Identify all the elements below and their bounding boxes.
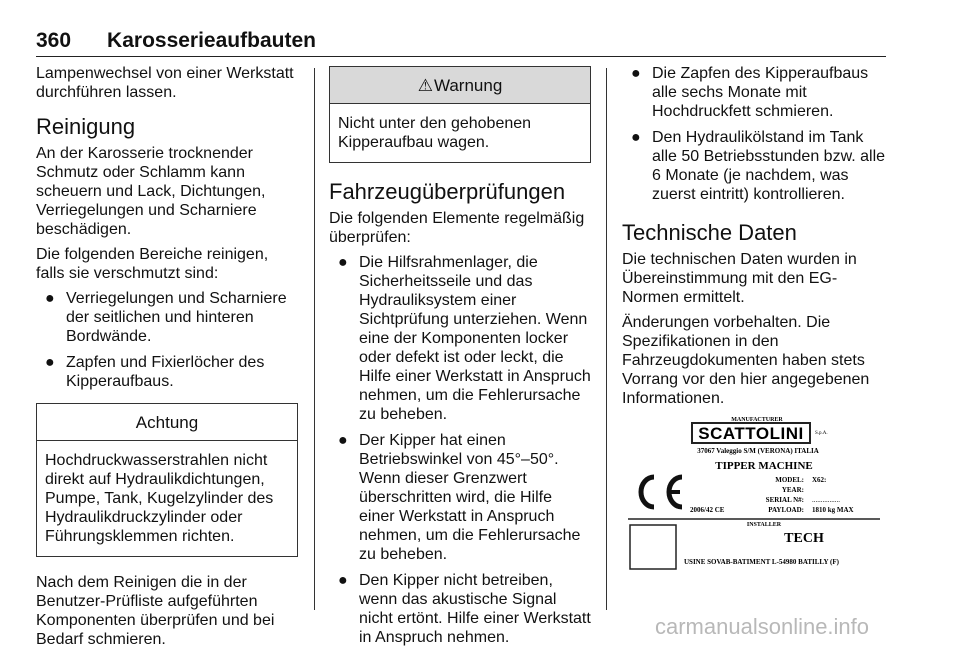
plate-directive: 2006/42 CE [690,506,725,514]
plate-payload-value: 1810 kg MAX [812,506,854,514]
manufacturer-plate-image [624,414,888,580]
section-heading-technische-daten: Technische Daten [622,220,797,245]
paragraph: Die technischen Daten wurden in Übereinstimmung mit den EG-Normen ermittelt. [622,251,857,306]
column-divider-1 [314,68,315,610]
list-item: ● Den Hydraulikölstand im Tank alle 50 Betriebsstunden bzw. alle 6 Monate (je nachdem, was zuerst eintritt) kontrollieren. [631,129,886,203]
bullet-icon: ● [45,290,55,307]
plate-serial-label: SERIAL N#: [765,496,804,504]
watermark: carmanualsonline.info [655,614,870,639]
paragraph: Die folgenden Bereiche reinigen, falls sie verschmutzt sind: [36,246,269,282]
column-2 [329,64,591,654]
plate-payload-label: PAYLOAD: [768,506,804,514]
plate-model-value: X62: [812,476,827,484]
column-1 [36,64,298,655]
column-3 [622,64,888,414]
plate-year-label: YEAR: [781,486,804,494]
bullet-icon: ● [631,65,641,82]
warning-icon: ⚠ [417,75,433,95]
plate-svg [624,414,888,580]
plate-serial-value: ................ [812,496,840,504]
column-divider-2 [606,68,607,610]
bullet-icon: ● [45,354,55,371]
plate-installer-value: TECH [784,531,824,546]
plate-installer-label: INSTALLER [746,522,782,528]
page-number: 360 [36,29,72,52]
plate-machine: TIPPER MACHINE [715,460,813,472]
plate-stamp-box [630,525,676,569]
section-heading-fahrzeugueberpruefungen: Fahrzeugüberprüfungen [329,179,566,204]
plate-manufacturer-label: MANUFACTURER [731,417,783,423]
list-item: ● Den Kipper nicht betreiben, wenn das akustische Signal nicht ertönt. Hilfe einer Werkstatt in Anspruch nehmen. [338,572,591,646]
bullet-icon: ● [631,129,641,146]
chapter-title: Karosserieaufbauten [107,29,316,52]
paragraph: Nach dem Reinigen die in der Benutzer-Prüfliste aufgeführten Komponenten überprüfen und bei Bedarf schmieren. [36,574,275,648]
warning-box [329,66,591,163]
bullet-icon: ● [338,432,348,449]
plate-brand-side: S.p.A. [815,431,828,436]
paragraph: An der Karosserie trocknender Schmutz oder Schlamm kann scheuern und Lack, Dichtungen, Verriegelungen und Scharniere beschädigen. [36,145,266,238]
plate-address: 37067 Valeggio S/M (VERONA) ITALIA [697,447,819,455]
plate-model-label: MODEL: [775,476,804,484]
bullet-list [36,289,298,391]
paragraph: Die folgenden Elemente regelmäßig überprüfen: [329,210,585,246]
list-item: ● Die Hilfsrahmenlager, die Sicherheitsseile und das Hydrauliksystem einer Sichtprüfung unterziehen. Wenn eine der Komponenten locker oder defekt ist oder leckt, die Hilfe einer Werkstatt in Anspruch nehmen, um die Fehlerursache zu beheben. [338,254,591,423]
bullet-list [622,64,888,204]
list-item: ● Verriegelungen und Scharniere der seitlichen und hinteren Bordwände. [45,290,287,345]
intro-paragraph: Lampenwechsel von einer Werkstatt durchführen lassen. [36,65,294,101]
caution-text: Hochdruckwasserstrahlen nicht direkt auf Hydraulikdichtungen, Pumpe, Tank, Kugelzylinder des Hydraulikdruckzylinder oder Führungsklemmen richten. [45,452,274,545]
section-heading-reinigung: Reinigung [36,114,136,139]
warning-title: Warnung [433,75,503,95]
bullet-list [329,253,591,647]
bullet-icon: ● [338,254,348,271]
warning-text: Nicht unter den gehobenen Kipperaufbau wagen. [338,115,532,151]
plate-footer: USINE SOVAB-BATIMENT L-54980 BATILLY (F) [684,558,839,566]
caution-title: Achtung [37,404,297,441]
ce-mark-icon [641,477,682,507]
bullet-icon: ● [338,572,348,589]
list-item: ● Der Kipper hat einen Betriebswinkel von 45°–50°. Wenn dieser Grenzwert überschritten wird, die Hilfe einer Werkstatt in Anspruch nehmen, um die Fehlerursache zu beheben. [338,432,581,563]
list-item: ● Zapfen und Fixierlöcher des Kipperaufbaus. [45,354,265,390]
paragraph: Änderungen vorbehalten. Die Spezifikationen in den Fahrzeugdokumenten haben stets Vorrang vor den hier angegebenen Informationen. [622,314,870,407]
page-header [36,24,886,57]
list-item: ● Die Zapfen des Kipperaufbaus alle sechs Monate mit Hochdruckfett schmieren. [631,65,869,120]
plate-brand: SCATTOLINI [698,424,804,443]
warning-header [330,67,590,104]
caution-box [36,403,298,557]
